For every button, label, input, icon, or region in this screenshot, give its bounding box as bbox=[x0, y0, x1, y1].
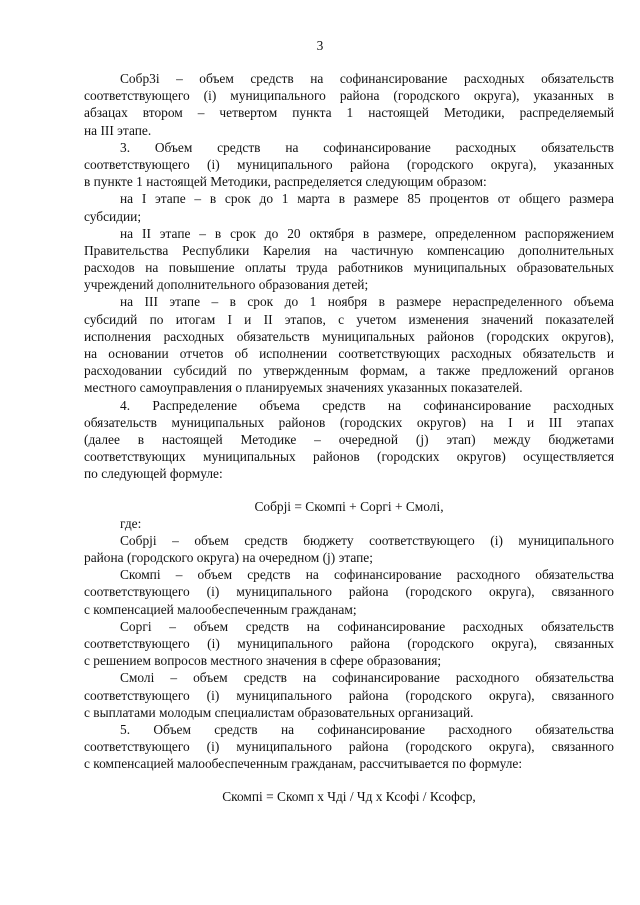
text-line: с решением вопросов местного значения в сфере образования; bbox=[84, 653, 442, 669]
text-line: на III этапе – в срок до 1 ноября в размере нераспределенного объема bbox=[120, 294, 614, 310]
paragraph-d1 bbox=[84, 532, 614, 566]
paragraph-p4 bbox=[84, 225, 614, 294]
text-line: местного самоуправления о планируемых значениях указанных показателей. bbox=[84, 380, 523, 396]
paragraphs-block bbox=[84, 70, 614, 483]
text-line: в пункте 1 настоящей Методики, распределяется следующим образом: bbox=[84, 174, 487, 190]
paragraph-p2 bbox=[84, 139, 614, 191]
text-line: на III этапе. bbox=[84, 122, 152, 138]
text-line: Собрji – объем средств бюджету соответствующего (i) муниципального bbox=[120, 532, 614, 548]
text-line: абзацах втором – четвертом пункта 1 настоящей Методики, распределяемый bbox=[84, 105, 614, 121]
text-line: расходов на повышение оплаты труда работников муниципальных образовательных bbox=[84, 260, 614, 276]
text-line: Соргi – объем средств на софинансирование расходных обязательств bbox=[120, 618, 614, 634]
paragraph-d2 bbox=[84, 566, 614, 618]
text-line: субсидий по итогам I и II этапов, с учетом изменения значений показателей bbox=[84, 311, 614, 327]
paragraph-d3 bbox=[84, 618, 614, 670]
formula-skomp: Скомпi = Скомп х Чдi / Чд х Ксофi / Ксофср, bbox=[222, 788, 476, 804]
text-line: обязательств муниципальных районов (городских округов) на I и III этапах bbox=[84, 414, 614, 430]
text-line: с компенсацией малообеспеченным гражданам; bbox=[84, 601, 357, 617]
text-line: соответствующих муниципальных районов (городских округов) осуществляется bbox=[84, 449, 614, 465]
paragraph-p3 bbox=[84, 190, 614, 224]
text-line: соответствующего (i) муниципального района (городского округа), указанных в bbox=[84, 88, 614, 104]
paragraph-d4 bbox=[84, 669, 614, 721]
text-line: (далее в настоящей Методике – очередной (j) этап) между бюджетами bbox=[84, 431, 614, 447]
text-line: соответствующего (i) муниципального района (городского округа), связанного bbox=[84, 739, 614, 755]
text-line: 5. Объем средств на софинансирование расходного обязательства bbox=[120, 721, 614, 737]
text-line: Скомпi – объем средств на софинансирование расходного обязательства bbox=[120, 567, 614, 583]
text-line: на основании отчетов об исполнении соответствующих расходных обязательств и bbox=[84, 346, 614, 361]
text-line: расходовании субсидий по утвержденным формам, а также предложений органов bbox=[84, 363, 614, 379]
text-line: соответствующего (i) муниципального района (городского округа), связанного bbox=[84, 687, 614, 703]
paragraph-p6 bbox=[84, 397, 614, 483]
where-label: где: bbox=[120, 515, 142, 531]
page-number: 3 bbox=[316, 38, 324, 53]
text-line: с выплатами молодым специалистам образовательных организаций. bbox=[84, 704, 474, 720]
definitions-block bbox=[84, 532, 614, 773]
document-body bbox=[84, 70, 614, 805]
paragraph-p1 bbox=[84, 70, 614, 139]
formula-sobr: Собрji = Скомпi + Соргi + Смолi, bbox=[254, 498, 444, 514]
text-line: по следующей формуле: bbox=[84, 466, 223, 482]
text-line: субсидии; bbox=[84, 208, 142, 224]
paragraph-p7 bbox=[84, 721, 614, 773]
text-line: соответствующего (i) муниципального района (городского округа), связанного bbox=[84, 584, 614, 600]
text-line: на II этапе – в срок до 20 октября в размере, определенном распоряжением bbox=[120, 225, 614, 241]
text-line: района (городского округа) на очередном (j) этапе; bbox=[84, 550, 373, 566]
text-line: Собр3i – объем средств на софинансирование расходных обязательств bbox=[120, 71, 614, 86]
text-line: Смолi – объем средств на софинансирование расходного обязательства bbox=[120, 670, 614, 686]
text-line: на I этапе – в срок до 1 марта в размере 85 процентов от общего размера bbox=[120, 191, 614, 207]
text-line: соответствующего (i) муниципального района (городского округа), указанных bbox=[84, 156, 614, 172]
text-line: 4. Распределение объема средств на софинансирование расходных bbox=[120, 397, 614, 413]
text-line: исполнения расходных обязательств муниципальных районов (городских округов), bbox=[84, 328, 614, 344]
text-line: с компенсацией малообеспеченным гражданам, рассчитывается по формуле: bbox=[84, 756, 523, 772]
text-line: Правительства Республики Карелия на частичную компенсацию дополнительных bbox=[84, 242, 614, 258]
text-line: 3. Объем средств на софинансирование расходных обязательств bbox=[120, 139, 614, 155]
text-line: соответствующего (i) муниципального района (городского округа), связанных bbox=[84, 636, 614, 651]
text-line: учреждений дополнительного образования детей; bbox=[84, 277, 369, 293]
paragraph-p5 bbox=[84, 293, 614, 396]
